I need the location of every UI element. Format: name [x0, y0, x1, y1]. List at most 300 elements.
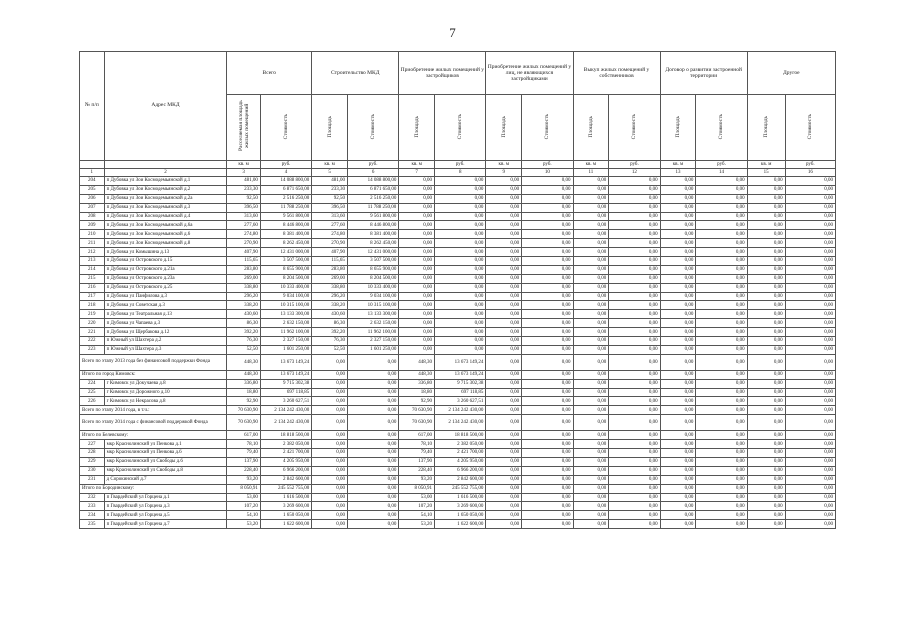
- row-number: 217: [80, 292, 105, 301]
- area-cell: 0,00: [399, 274, 435, 283]
- table-row: [80, 310, 836, 319]
- cost-cell: 8 446 800,00: [347, 221, 398, 230]
- cost-cell: 1 622 600,00: [260, 520, 311, 529]
- unit-label: руб.: [260, 161, 311, 169]
- cost-cell: 0,00: [435, 283, 486, 292]
- area-cell: 93,20: [399, 475, 435, 484]
- cost-cell: 10 315 100,00: [347, 301, 398, 310]
- area-cell: 0,00: [573, 388, 609, 397]
- area-cell: 0,00: [573, 230, 609, 239]
- column-number: 11: [573, 169, 609, 177]
- area-cell: 0,00: [747, 203, 785, 212]
- cost-cell: 10 333 400,00: [260, 283, 311, 292]
- cost-cell: 0,00: [609, 493, 660, 502]
- table-row: [80, 511, 836, 520]
- header-group-other: Другое: [747, 52, 835, 95]
- area-cell: 0,00: [660, 283, 696, 292]
- area-cell: 0,00: [573, 397, 609, 406]
- cost-cell: 6 966 200,00: [260, 466, 311, 475]
- unit-label: кв. м: [312, 161, 348, 169]
- area-cell: 0,00: [747, 397, 785, 406]
- cost-cell: 0,00: [785, 257, 835, 266]
- area-cell: 0,00: [660, 440, 696, 449]
- cost-cell: 0,00: [522, 310, 573, 319]
- area-cell: 8 050,91: [227, 484, 260, 493]
- summary-row: [80, 354, 836, 370]
- area-cell: 0,00: [312, 457, 348, 466]
- cost-cell: 245 552 755,00: [260, 484, 311, 493]
- area-cell: 0,00: [747, 239, 785, 248]
- area-cell: 0,00: [486, 520, 522, 529]
- row-number: 223: [80, 345, 105, 354]
- row-number: 219: [80, 310, 105, 319]
- row-number: 213: [80, 257, 105, 266]
- area-cell: 448,30: [399, 370, 435, 379]
- cost-cell: 2 842 600,00: [435, 475, 486, 484]
- area-cell: 0,00: [660, 388, 696, 397]
- cost-cell: 0,00: [785, 520, 835, 529]
- row-number: 216: [80, 283, 105, 292]
- area-cell: 78,10: [399, 440, 435, 449]
- cost-cell: 0,00: [609, 379, 660, 388]
- cost-cell: 2 421 700,00: [435, 449, 486, 458]
- cost-cell: 3 269 600,00: [435, 502, 486, 511]
- area-cell: 396,50: [312, 203, 348, 212]
- cost-cell: 0,00: [609, 248, 660, 257]
- area-cell: 0,00: [660, 431, 696, 440]
- area-cell: 18,80: [227, 388, 260, 397]
- area-cell: 0,00: [399, 265, 435, 274]
- cost-cell: 0,00: [347, 440, 398, 449]
- header-resettle-area: Расселяемая площадь жилых помещений: [227, 95, 260, 161]
- cost-cell: 0,00: [347, 449, 398, 458]
- header-area: Площадь: [486, 95, 522, 161]
- cost-cell: 0,00: [522, 397, 573, 406]
- area-cell: 338,80: [227, 283, 260, 292]
- row-number: 212: [80, 248, 105, 257]
- row-number: 226: [80, 397, 105, 406]
- cost-cell: 0,00: [435, 239, 486, 248]
- cost-cell: 0,00: [785, 230, 835, 239]
- cost-cell: 0,00: [347, 388, 398, 397]
- cost-cell: 0,00: [609, 466, 660, 475]
- cost-cell: 0,00: [785, 345, 835, 354]
- area-cell: 0,00: [660, 449, 696, 458]
- cost-cell: 2 632 150,00: [260, 319, 311, 328]
- area-cell: 0,00: [573, 194, 609, 203]
- row-number: 231: [80, 475, 105, 484]
- area-cell: 0,00: [573, 406, 609, 415]
- cost-cell: 0,00: [785, 388, 835, 397]
- cost-cell: 0,00: [522, 257, 573, 266]
- cost-cell: 0,00: [435, 203, 486, 212]
- area-cell: 0,00: [747, 337, 785, 346]
- area-cell: 0,00: [486, 248, 522, 257]
- unit-label: кв. м: [660, 161, 696, 169]
- column-number: 3: [227, 169, 260, 177]
- area-cell: 0,00: [312, 354, 348, 370]
- cost-cell: 0,00: [696, 274, 747, 283]
- cost-cell: 13 673 149,24: [260, 370, 311, 379]
- row-address: п Дубовка ул Зои Космодемьянской д.3: [104, 203, 227, 212]
- area-cell: 0,00: [399, 239, 435, 248]
- table-row: [80, 257, 836, 266]
- row-address: п Дубовка ул Островского д.15: [104, 257, 227, 266]
- area-cell: 0,00: [312, 388, 348, 397]
- row-address: п Дубовка ул Островского д.25: [104, 283, 227, 292]
- area-cell: 93,20: [227, 475, 260, 484]
- area-cell: 0,00: [747, 449, 785, 458]
- cost-cell: 11 788 250,00: [260, 203, 311, 212]
- area-cell: 0,00: [486, 388, 522, 397]
- unit-label: руб.: [347, 161, 398, 169]
- area-cell: 0,00: [660, 379, 696, 388]
- cost-cell: 0,00: [522, 511, 573, 520]
- row-address: п Гвардейский ул Горцена д.1: [104, 493, 227, 502]
- cost-cell: 0,00: [435, 328, 486, 337]
- row-address: п Дубовка ул Островского д.21а: [104, 265, 227, 274]
- area-cell: 0,00: [486, 203, 522, 212]
- table-row: [80, 475, 836, 484]
- header-group-buyout: Выкуп жилых помещений у собственников: [573, 52, 660, 95]
- area-cell: 392,20: [227, 328, 260, 337]
- cost-cell: 0,00: [522, 449, 573, 458]
- column-number: 5: [312, 169, 348, 177]
- row-number: 206: [80, 194, 105, 203]
- row-number: 207: [80, 203, 105, 212]
- header-cost: Стоимость: [785, 95, 835, 161]
- table-row: [80, 212, 836, 221]
- cost-cell: 0,00: [609, 203, 660, 212]
- area-cell: 0,00: [486, 415, 522, 431]
- area-cell: 0,00: [399, 203, 435, 212]
- area-cell: 270,90: [227, 239, 260, 248]
- cost-cell: 0,00: [696, 319, 747, 328]
- cost-cell: 0,00: [435, 292, 486, 301]
- page-number: 7: [449, 25, 456, 40]
- header-group-total: Всего: [227, 52, 312, 95]
- cost-cell: 0,00: [696, 379, 747, 388]
- area-cell: 0,00: [573, 301, 609, 310]
- cost-cell: 0,00: [522, 301, 573, 310]
- table-row: [80, 283, 836, 292]
- units-row: [80, 161, 836, 169]
- area-cell: 0,00: [486, 379, 522, 388]
- cost-cell: 9 561 800,00: [347, 212, 398, 221]
- cost-cell: 0,00: [609, 457, 660, 466]
- area-cell: 0,00: [573, 493, 609, 502]
- cost-cell: 697 118,85: [260, 388, 311, 397]
- table-row: [80, 379, 836, 388]
- cost-cell: 0,00: [435, 337, 486, 346]
- cost-cell: 0,00: [609, 283, 660, 292]
- cost-cell: 0,00: [347, 397, 398, 406]
- cost-cell: 0,00: [609, 511, 660, 520]
- area-cell: 0,00: [747, 475, 785, 484]
- cost-cell: 0,00: [696, 177, 747, 186]
- row-number: 227: [80, 440, 105, 449]
- area-cell: 0,00: [312, 493, 348, 502]
- cost-cell: 1 650 050,00: [260, 511, 311, 520]
- table-row: [80, 466, 836, 475]
- area-cell: 0,00: [312, 415, 348, 431]
- area-cell: 0,00: [399, 319, 435, 328]
- cost-cell: 0,00: [609, 185, 660, 194]
- area-cell: 617,00: [227, 431, 260, 440]
- area-cell: 0,00: [486, 301, 522, 310]
- cost-cell: 0,00: [785, 406, 835, 415]
- area-cell: 0,00: [573, 283, 609, 292]
- area-cell: 338,20: [312, 301, 348, 310]
- column-number: 8: [435, 169, 486, 177]
- area-cell: 115,65: [312, 257, 348, 266]
- cost-cell: 9 715 302,38: [435, 379, 486, 388]
- area-cell: 0,00: [660, 493, 696, 502]
- unit-label: руб.: [609, 161, 660, 169]
- table-row: [80, 248, 836, 257]
- cost-cell: 0,00: [435, 301, 486, 310]
- area-cell: 8 050,91: [399, 484, 435, 493]
- cost-cell: 0,00: [696, 502, 747, 511]
- row-number: 208: [80, 212, 105, 221]
- area-cell: 0,00: [399, 248, 435, 257]
- area-cell: 0,00: [486, 265, 522, 274]
- area-cell: 0,00: [747, 502, 785, 511]
- unit-label: кв. м: [399, 161, 435, 169]
- cost-cell: 0,00: [696, 493, 747, 502]
- row-address: п Гвардейский ул Горцена д.3: [104, 502, 227, 511]
- cost-cell: 0,00: [785, 319, 835, 328]
- table-row: [80, 502, 836, 511]
- cost-cell: 1 616 500,00: [435, 493, 486, 502]
- cost-cell: 13 673 149,24: [435, 370, 486, 379]
- area-cell: 0,00: [660, 319, 696, 328]
- column-number: 2: [104, 169, 227, 177]
- area-cell: 0,00: [747, 354, 785, 370]
- cost-cell: 0,00: [785, 310, 835, 319]
- area-cell: 0,00: [486, 230, 522, 239]
- cost-cell: 0,00: [785, 370, 835, 379]
- cost-cell: 0,00: [696, 292, 747, 301]
- summary-row: [80, 415, 836, 431]
- area-cell: 277,60: [312, 221, 348, 230]
- cost-cell: 0,00: [522, 230, 573, 239]
- area-cell: 617,00: [399, 431, 435, 440]
- area-cell: 0,00: [660, 185, 696, 194]
- cost-cell: 10 315 100,00: [260, 301, 311, 310]
- cost-cell: 0,00: [696, 475, 747, 484]
- area-cell: 0,00: [312, 502, 348, 511]
- area-cell: 0,00: [486, 466, 522, 475]
- cost-cell: 0,00: [696, 511, 747, 520]
- table-row: [80, 185, 836, 194]
- unit-label: кв. м: [747, 161, 785, 169]
- cost-cell: 0,00: [696, 406, 747, 415]
- cost-cell: 0,00: [435, 257, 486, 266]
- area-cell: 233,30: [227, 185, 260, 194]
- cost-cell: 0,00: [696, 230, 747, 239]
- area-cell: 0,00: [399, 212, 435, 221]
- cost-cell: 0,00: [696, 283, 747, 292]
- header-group-construction: Строительство МКД: [312, 52, 399, 95]
- area-cell: 0,00: [399, 345, 435, 354]
- row-address: п Дубовка ул Зои Космодемьянской д.2а: [104, 194, 227, 203]
- cost-cell: 0,00: [696, 431, 747, 440]
- table-row: [80, 457, 836, 466]
- cost-cell: 0,00: [696, 337, 747, 346]
- table-header: [80, 52, 836, 177]
- area-cell: 430,60: [227, 310, 260, 319]
- cost-cell: 0,00: [785, 493, 835, 502]
- cost-cell: 14 088 800,00: [347, 177, 398, 186]
- cost-cell: 8 655 900,00: [260, 265, 311, 274]
- area-cell: 0,00: [573, 354, 609, 370]
- area-cell: 0,00: [312, 397, 348, 406]
- cost-cell: 0,00: [785, 466, 835, 475]
- row-address: п Гвардейский ул Горцена д.5: [104, 511, 227, 520]
- area-cell: 277,60: [227, 221, 260, 230]
- area-cell: 0,00: [660, 502, 696, 511]
- row-address: мкр Краснолинский ул Свободы д.6: [104, 457, 227, 466]
- area-cell: 0,00: [486, 370, 522, 379]
- cost-cell: 12 431 000,00: [347, 248, 398, 257]
- area-cell: 0,00: [312, 475, 348, 484]
- area-cell: 0,00: [573, 337, 609, 346]
- cost-cell: 0,00: [609, 194, 660, 203]
- column-number: 15: [747, 169, 785, 177]
- area-cell: 228,40: [227, 466, 260, 475]
- area-cell: 0,00: [747, 194, 785, 203]
- cost-cell: 0,00: [785, 415, 835, 431]
- row-number: 225: [80, 388, 105, 397]
- cost-cell: 0,00: [522, 520, 573, 529]
- area-cell: 107,20: [399, 502, 435, 511]
- cost-cell: 18 818 500,00: [260, 431, 311, 440]
- cost-cell: 0,00: [435, 265, 486, 274]
- area-cell: 0,00: [660, 354, 696, 370]
- area-cell: 0,00: [399, 301, 435, 310]
- cost-cell: 0,00: [696, 212, 747, 221]
- area-cell: 0,00: [747, 301, 785, 310]
- area-cell: 448,30: [227, 354, 260, 370]
- row-number: 211: [80, 239, 105, 248]
- cost-cell: 0,00: [609, 431, 660, 440]
- summary-label: Итого по город Кимовск:: [80, 370, 227, 379]
- cost-cell: 0,00: [522, 239, 573, 248]
- cost-cell: 0,00: [522, 406, 573, 415]
- column-number: 4: [260, 169, 311, 177]
- cost-cell: 0,00: [609, 328, 660, 337]
- cost-cell: 0,00: [347, 415, 398, 431]
- area-cell: 0,00: [660, 328, 696, 337]
- cost-cell: 0,00: [696, 203, 747, 212]
- cost-cell: 8 655 900,00: [347, 265, 398, 274]
- unit-label: кв. м: [486, 161, 522, 169]
- area-cell: 0,00: [312, 379, 348, 388]
- row-number: 224: [80, 379, 105, 388]
- cost-cell: 11 788 250,00: [347, 203, 398, 212]
- area-cell: 0,00: [486, 283, 522, 292]
- table-row: [80, 274, 836, 283]
- row-number: 210: [80, 230, 105, 239]
- cost-cell: 0,00: [522, 177, 573, 186]
- area-cell: 0,00: [747, 431, 785, 440]
- cost-cell: 0,00: [609, 265, 660, 274]
- area-cell: 115,65: [227, 257, 260, 266]
- cost-cell: 0,00: [785, 283, 835, 292]
- area-cell: 0,00: [573, 239, 609, 248]
- cost-cell: 0,00: [522, 337, 573, 346]
- table-row: [80, 319, 836, 328]
- cost-cell: 1 601 250,00: [260, 345, 311, 354]
- area-cell: 0,00: [747, 212, 785, 221]
- cost-cell: 8 204 500,00: [347, 274, 398, 283]
- area-cell: 0,00: [747, 379, 785, 388]
- area-cell: 0,00: [399, 328, 435, 337]
- area-cell: 0,00: [660, 457, 696, 466]
- row-address: п Дубовка ул Зои Космодемьянской д.2: [104, 185, 227, 194]
- cost-cell: 0,00: [347, 520, 398, 529]
- cost-cell: 0,00: [522, 415, 573, 431]
- cost-cell: 0,00: [347, 502, 398, 511]
- cost-cell: 0,00: [609, 397, 660, 406]
- area-cell: 79,40: [399, 449, 435, 458]
- summary-label: Всего по этапу 2014 года с финансовой поддержкой Фонда: [80, 415, 227, 431]
- table-row: [80, 203, 836, 212]
- cost-cell: 6 871 650,00: [260, 185, 311, 194]
- area-cell: 0,00: [312, 406, 348, 415]
- cost-cell: 0,00: [435, 274, 486, 283]
- area-cell: 448,30: [399, 354, 435, 370]
- area-cell: 0,00: [660, 397, 696, 406]
- cost-cell: 0,00: [696, 194, 747, 203]
- area-cell: 0,00: [573, 203, 609, 212]
- row-number: 232: [80, 493, 105, 502]
- area-cell: 313,60: [227, 212, 260, 221]
- row-address: п Дубовка ул Зои Космодемьянской д.6а: [104, 221, 227, 230]
- area-cell: 0,00: [486, 274, 522, 283]
- area-cell: 0,00: [660, 194, 696, 203]
- cost-cell: 8 381 400,00: [347, 230, 398, 239]
- area-cell: 0,00: [660, 475, 696, 484]
- cost-cell: 2 382 050,00: [435, 440, 486, 449]
- area-cell: 233,30: [312, 185, 348, 194]
- area-cell: 0,00: [486, 449, 522, 458]
- row-number: 218: [80, 301, 105, 310]
- table-row: [80, 194, 836, 203]
- cost-cell: 0,00: [522, 475, 573, 484]
- cost-cell: 0,00: [347, 431, 398, 440]
- cost-cell: 0,00: [609, 354, 660, 370]
- row-address: п Гвардейский ул Горцена д.7: [104, 520, 227, 529]
- area-cell: 0,00: [747, 283, 785, 292]
- cost-cell: 0,00: [522, 265, 573, 274]
- row-address: г Кимовск ул Некрасова д.8: [104, 397, 227, 406]
- cost-cell: 2 327 150,00: [347, 337, 398, 346]
- area-cell: 0,00: [312, 484, 348, 493]
- area-cell: 0,00: [660, 511, 696, 520]
- cost-cell: 0,00: [609, 310, 660, 319]
- area-cell: 0,00: [573, 484, 609, 493]
- area-cell: 481,00: [227, 177, 260, 186]
- cost-cell: 0,00: [609, 449, 660, 458]
- area-cell: 0,00: [747, 511, 785, 520]
- cost-cell: 0,00: [522, 457, 573, 466]
- area-cell: 336,80: [227, 379, 260, 388]
- area-cell: 92,50: [227, 194, 260, 203]
- row-address: п Южный ул Шахтера д.2: [104, 337, 227, 346]
- cost-cell: 0,00: [522, 354, 573, 370]
